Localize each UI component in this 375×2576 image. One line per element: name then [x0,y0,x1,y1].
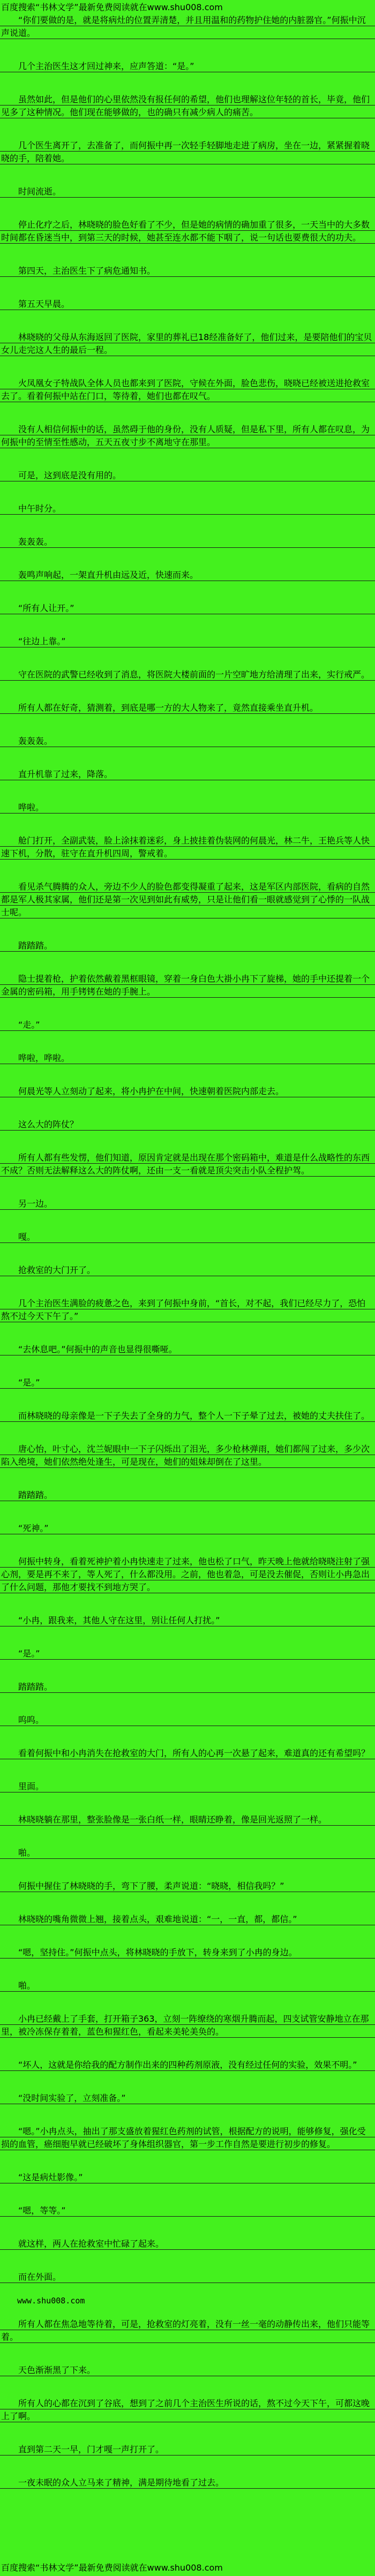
paragraph: “是。” [0,1647,375,1660]
paragraph: “你们要做的是，就是将病灶的位置弄清楚，并且用温和的药物护住她的内脏器官。”何振中沉声说道。 [0,14,375,40]
paragraph: 第五天早晨。 [0,298,375,311]
paragraph: 轰轰轰。 [0,536,375,548]
paragraph: 抢救室的大门开了。 [0,1264,375,1277]
paragraph: 而在外面。 [0,2271,375,2284]
paragraph: 几个主治医生满脸的疲惫之色，来到了何振中身前，“首长，对不起，我们已经尽力了，恐怕熬不过今天下午了。” [0,1297,375,1323]
paragraph: 隐士提着枪，护着依然戴着黑框眼镜，穿着一身白色大褂小冉下了旋梯，她的手中还提着一个金属的密码箱，用手铐铐在她的手腕上。 [0,973,375,998]
paragraph: 直到第二天一早，门才嘎一声打开了。 [0,2443,375,2456]
paragraph: 里面。 [0,1780,375,1793]
paragraph: 所有人都有些发愣，他们知道，原因肯定就是出现在那个密码箱中，难道是什么战略性的东西不成？否则无法解释这么大的阵仗啊，还由一支一看就是顶尖突击小队全程护驾。 [0,1151,375,1177]
paragraph: 几个主治医生这才回过神来，应声答道：“是。” [0,60,375,73]
paragraph: 所有人都在好奇，猜测着，到底是哪一方的大人物来了，竟然直接乘坐直升机。 [0,702,375,714]
paragraph: 哗啦。 [0,801,375,814]
paragraph: 轰轰轰。 [0,735,375,748]
paragraph: 可是，这到底是没有用的。 [0,469,375,482]
paragraph: 何振中转身，看着死神护着小冉快速走了过来，他也松了口气，昨天晚上他就给晓晓注射了强心剂，要是再不来了，等人死了，什么都没用。之前，他也着急，可是没去催促，否则让小冉急出了什么问题，那他才要找不到地方哭了。 [0,1555,375,1594]
paragraph: “往边上靠。” [0,635,375,648]
paragraph: 何晨光等人立刻动了起来，将小冉护在中间，快速朝着医院内部走去。 [0,1085,375,1098]
paragraph: “嗯。”小冉点头，抽出了那支盛放着猩红色药剂的试管，根据配方的说明，能够修复，强化受损的血管，癌细胞早就已经破坏了身体组织器官，第一步工作自然是要进行初步的修复。 [0,2125,375,2151]
paragraph: 这么大的阵仗？ [0,1118,375,1131]
paragraph: 呜呜。 [0,1714,375,1727]
paragraph: 几个医生离开了，去准备了，而何振中再一次轻手轻脚地走进了病房，坐在一边，紧紧握着晓晓的手，陪着她。 [0,139,375,165]
paragraph: 踏踏踏。 [0,1489,375,1502]
paragraph: 所有人都在焦急地等待着，可是，抢救室的灯亮着，没有一丝一毫的动静传出来，他们只能等着。 [0,2318,375,2344]
paragraph: “嗯，坚持住。”何振中点头，将林晓晓的手放下，转身来到了小冉的身边。 [0,1946,375,1959]
paragraph: “所有人让开。” [0,602,375,615]
paragraph: 轰鸣声响起，一架直升机由远及近，快速而来。 [0,569,375,582]
paragraph: “坏人，这就是你给我的配方制作出来的四种药剂原液，没有经过任何的实验，效果不明。” [0,2059,375,2072]
paragraph: 啪。 [0,1847,375,1859]
paragraph: 就这样，两人在抢救室中忙碌了起来。 [0,2238,375,2250]
chapter-body [0,14,375,2510]
paragraph: “嗯，等等。” [0,2204,375,2217]
site-url-text: www.shu008.com [17,2296,85,2306]
paragraph: 没有人相信何振中的话，虽然碍于他的身份，没有人质疑，但是私下里，所有人都在叹息，为何振中的至情至性感动，五天五夜寸步不离地守在那里。 [0,423,375,449]
paragraph: 嘎。 [0,1231,375,1244]
paragraph: 小冉已经戴上了手套，打开箱子363，立刻一阵缭绕的寒烟升腾而起，四支试管安静地立在那里，被冷冻保存着着，蓝色和猩红色，看起来美轮美奂的。 [0,2013,375,2038]
paragraph: 何振中握住了林晓晓的手，弯下了腰，柔声说道：“晓晓，相信我吗？” [0,1880,375,1893]
paragraph: 啪。 [0,1979,375,1992]
paragraph: 看着何振中和小冉消失在抢救室的大门，所有人的心再一次悬了起来，难道真的还有希望吗？ [0,1747,375,1760]
paragraph: 时间流逝。 [0,185,375,198]
paragraph: 而林晓晓的母亲像是一下子失去了全身的力气，整个人一下子晕了过去，被她的丈夫扶住了。 [0,1410,375,1422]
paragraph: 所有人的心都在沉到了谷底，想到了之前几个主治医生所说的话，熬不过今天下午，可都这晚上了啊。 [0,2397,375,2423]
paragraph: 虽然如此，但是他们的心里依然没有报任何的希望，他们也理解这位年轻的首长，毕竟，他们见多了这种情况。他们现在能够做的，也的确只有减少病人的痛苦。 [0,93,375,119]
paragraph: 踏踏踏。 [0,1681,375,1693]
paragraph: 林晓晓躺在那里，整张脸像是一张白纸一样，眼睛还睁着，像是回光返照了一样。 [0,1813,375,1826]
paragraph: 直升机靠了过来，降落。 [0,768,375,781]
paragraph: 天色渐渐黑了下来。 [0,2364,375,2377]
paragraph: 唐心怡，叶寸心，沈兰妮眼中一下子闪烁出了泪光，多少枪林弹雨，她们都闯了过来，多少次陷入绝境，她们依然绝处逢生，可是现在，她们的姐妹却倒在了这里。 [0,1443,375,1468]
paragraph: 林晓晓的嘴角微微上翘，接着点头，艰难地说道：“一，一直，都，都信。” [0,1913,375,1926]
paragraph: 哗啦，哗啦。 [0,1052,375,1065]
paragraph: 另一边。 [0,1197,375,1210]
paragraph: “这是病灶影像。” [0,2171,375,2184]
paragraph: 第四天，主治医生下了病危通知书。 [0,265,375,277]
paragraph: 林晓晓的父母从东海返回了医院，家里的葬礼已18经准备好了，他们过来，是要陪他们的宝贝女儿走完这人生的最后一程。 [0,331,375,357]
paragraph: 中午时分。 [0,502,375,515]
paragraph: 一夜未眠的众人立马来了精神，满是期待地看了过去。 [0,2476,375,2489]
paragraph: 守在医院的武警已经收到了消息，将医院大楼前面的一片空旷地方给清理了出来，实行戒严。 [0,668,375,681]
paragraph: “走。” [0,1019,375,1031]
paragraph: “没时间实验了，立刻准备。” [0,2092,375,2105]
header-promo-text: 百度搜索“书林文学”最新免费阅读就在www.shu008.com [1,2,223,12]
paragraph: “小冉，跟我来，其他人守在这里，别让任何人打扰。” [0,1614,375,1627]
paragraph: 火凤凰女子特战队全体人员也都来到了医院，守候在外面，脸色悲伤，晓晓已经被送进抢救室去了。看着何振中站在门口，等待着，她们也都在叹气。 [0,377,375,403]
paragraph: “是。” [0,1376,375,1389]
paragraph: “去休息吧。”何振中的声音也显得很嘶哑。 [0,1343,375,1356]
paragraph: 踏踏踏。 [0,939,375,952]
paragraph: “死神。” [0,1522,375,1535]
footer-promo-text: 百度搜索“书林文学”最新免费阅读就在www.shu008.com [1,2563,223,2573]
paragraph: 停止化疗之后，林晓晓的脸色好看了不少，但是她的病情的确加重了很多，一天当中的大多数时间都在昏迷当中，到第三天的时候，她甚至连水都不能下咽了，说一句话也要费很大的功夫。 [0,219,375,244]
paragraph: 看见杀气腾腾的众人，旁边不少人的脸色都变得凝重了起来，这是军区内部医院，看病的自然都是军人极其家属，他们还是第一次见到如此有威势，只是让他们看一眼就感觉到了心悸的一队战士呢。 [0,880,375,919]
paragraph: 舱门打开，全副武装，脸上涂抹着迷彩，身上披挂着伪装网的何晨光，林二牛，王艳兵等人快速下机，分散，驻守在直升机四周，警戒着。 [0,834,375,860]
